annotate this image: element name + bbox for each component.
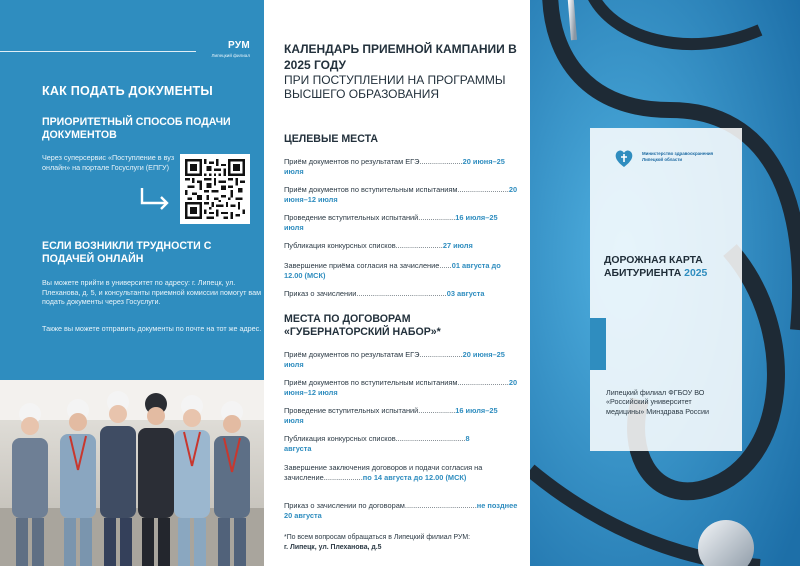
row-date: 16 июля–25 июля — [284, 213, 498, 232]
contract-row — [284, 378, 518, 397]
footnote-address: г. Липецк, ул. Плеханова, д.5 — [284, 543, 382, 551]
target-row — [284, 185, 518, 204]
row-date: 8 августа — [284, 434, 470, 453]
calendar-title: КАЛЕНДАРЬ ПРИЕМНОЙ КАМПАНИИ В 2025 ГОДУ — [284, 42, 517, 72]
qr-code-icon — [185, 159, 245, 219]
row-date: 16 июля–25 июля — [284, 406, 498, 425]
row-date: 27 июля — [442, 241, 473, 250]
footnote-star: * — [284, 534, 287, 541]
students-photo-illustration — [0, 380, 264, 566]
row-label: Публикация конкурсных списков....................... — [284, 241, 443, 250]
left-panel — [0, 0, 264, 566]
contract-row — [284, 350, 518, 369]
row-label: Завершение заключения договоров и подачи согласия на зачисление................... — [284, 463, 483, 482]
cover-panel — [530, 0, 800, 566]
row-date: 20 июня–12 июля — [284, 185, 518, 204]
target-row — [284, 213, 518, 232]
mail-text: Также вы можете отправить документы по почте на тот же адрес. — [42, 324, 262, 333]
row-date: 03 августа — [446, 289, 485, 298]
calendar-panel — [264, 0, 530, 566]
row-label: Приём документов по результатам ЕГЭ..................... — [284, 157, 463, 166]
brand-title: РУМ — [228, 40, 250, 51]
row-label: Публикация конкурсных списков.................................. — [284, 434, 466, 443]
row-label: Приём документов по вступительным испытаниям......................... — [284, 378, 509, 387]
row-label: Проведение вступительных испытаний.................. — [284, 213, 456, 222]
visit-text: Вы можете прийти в университет по адресу: г. Липецк, ул. Плеханова, д. 5, и консультанты приемной комиссии помогут вам подать документы через Госуслуги. — [42, 278, 262, 307]
how-to-apply-heading: КАК ПОДАТЬ ДОКУМЕНТЫ — [42, 84, 213, 98]
row-label: Приём документов по вступительным испытаниям......................... — [284, 185, 509, 194]
contract-places-heading: МЕСТА ПО ДОГОВОРАМ «ГУБЕРНАТОРСКИЙ НАБОР»* — [284, 313, 441, 338]
trouble-heading: ЕСЛИ ВОЗНИКЛИ ТРУДНОСТИ С ПОДАЧЕЙ ОНЛАЙН — [42, 240, 212, 265]
brand-subtitle: Липецкий филиал — [211, 53, 250, 58]
brand-divider — [0, 51, 196, 52]
calendar-subtitle: ПРИ ПОСТУПЛЕНИИ НА ПРОГРАММЫ ВЫСШЕГО ОБРАЗОВАНИЯ — [284, 73, 506, 101]
row-date: 20 июня–25 июля — [284, 350, 505, 369]
card-accent — [590, 318, 606, 370]
footnote-text: По всем вопросам обращаться в Липецкий филиал РУМ: — [286, 534, 470, 541]
contract-row — [284, 463, 516, 482]
contract-row — [284, 406, 518, 425]
target-row — [284, 289, 518, 299]
row-label: Приём документов по результатам ЕГЭ..................... — [284, 350, 463, 359]
roadmap-text: ДОРОЖНАЯ КАРТА АБИТУРИЕНТА — [604, 255, 703, 279]
affiliation-text: Липецкий филиал ФГБОУ ВО «Российский университет медицины» Минздрава России — [606, 388, 709, 416]
row-date: не позднее 20 августа — [284, 501, 518, 520]
row-date: 01 августа до 12.00 (МСК) — [284, 261, 501, 280]
target-row — [284, 261, 518, 280]
arrow-right-icon — [138, 186, 172, 212]
target-row — [284, 157, 518, 176]
ministry-logo-icon — [614, 147, 634, 169]
priority-method-heading: ПРИОРИТЕТНЫЙ СПОСОБ ПОДАЧИ ДОКУМЕНТОВ — [42, 116, 231, 141]
contract-row — [284, 434, 480, 453]
gosuslugi-text: Через суперсервис «Поступление в вуз онлайн» на портале Госуслуги (ЕПГУ) — [42, 153, 175, 172]
target-places-heading: ЦЕЛЕВЫЕ МЕСТА — [284, 133, 379, 145]
footnote — [284, 533, 524, 552]
qr-code[interactable] — [180, 154, 250, 224]
students-photo — [0, 380, 264, 566]
ministry-text: Министерство здравоохранения Липецкой области — [642, 151, 714, 162]
row-label: Проведение вступительных испытаний.................. — [284, 406, 456, 415]
row-label: Завершение приёма согласия на зачисление...... — [284, 261, 452, 270]
roadmap-title — [604, 254, 734, 280]
row-date: 20 июня–25 июля — [284, 157, 505, 176]
row-date: 20 июня–12 июля — [284, 378, 518, 397]
row-date: по 14 августа до 12.00 (МСК) — [362, 472, 467, 482]
row-label: Приказ о зачислении по договорам................................... — [284, 501, 477, 510]
target-row — [284, 241, 518, 251]
row-label: Приказ о зачислении............................................ — [284, 289, 447, 298]
roadmap-year: 2025 — [684, 268, 708, 279]
contract-row — [284, 501, 520, 520]
